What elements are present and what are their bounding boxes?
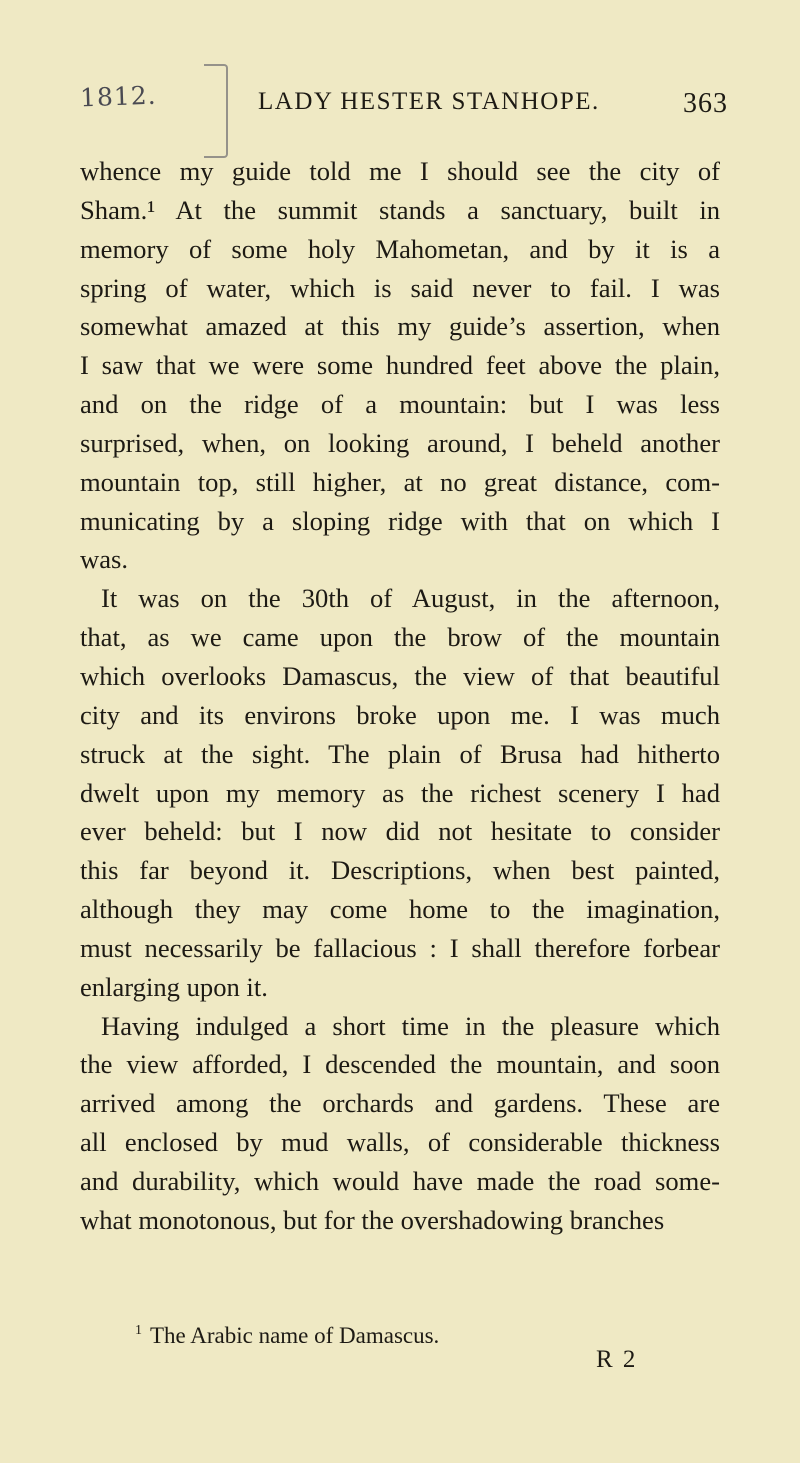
body-line: municating by a sloping ridge with that on which I	[80, 505, 720, 536]
page-number: 363	[683, 88, 728, 119]
handwritten-catalog-mark: 1812.	[79, 80, 158, 113]
body-line: which overlooks Damascus, the view of that beautiful	[80, 660, 720, 691]
body-text	[80, 152, 720, 1240]
body-line: city and its environs broke upon me. I was much	[80, 699, 720, 730]
body-line: although they may come home to the imagination,	[80, 894, 720, 925]
body-line: must necessarily be fallacious : I shall therefore forbear	[80, 932, 720, 963]
body-line: dwelt upon my memory as the richest scenery I had	[80, 777, 720, 808]
footnote-marker: 1	[135, 1323, 142, 1338]
body-line: whence my guide told me I should see the city of	[80, 156, 720, 186]
body-line: enlarging upon it.	[80, 971, 268, 1002]
body-line: all enclosed by mud walls, of considerable thickness	[80, 1127, 720, 1158]
footnote-text: The Arabic name of Damascus.	[150, 1323, 440, 1348]
body-line: Sham.¹ At the summit stands a sanctuary, built in	[80, 194, 720, 225]
body-line: was.	[80, 544, 129, 575]
body-line: that, as we came upon the brow of the mountain	[80, 622, 720, 653]
body-line: spring of water, which is said never to fail. I was	[80, 272, 720, 303]
signature-mark: R 2	[596, 1346, 638, 1373]
body-line: this far beyond it. Descriptions, when best painted,	[80, 855, 720, 886]
body-line: Having indulged a short time in the pleasure which	[101, 1010, 720, 1041]
body-line: the view afforded, I descended the mountain, and soon	[80, 1049, 720, 1080]
body-line: memory of some holy Mahometan, and by it is a	[80, 233, 720, 264]
body-line: arrived among the orchards and gardens. These are	[80, 1088, 720, 1119]
footnote	[135, 1316, 439, 1351]
running-head: LADY HESTER STANHOPE.	[258, 88, 600, 115]
body-line: surprised, when, on looking around, I beheld another	[80, 427, 720, 458]
pencil-bracket-mark	[204, 64, 228, 158]
body-line: I saw that we were some hundred feet above the plain,	[80, 350, 720, 381]
body-line: and durability, which would have made the road some-	[80, 1165, 720, 1196]
body-line: It was on the 30th of August, in the afternoon,	[101, 583, 720, 614]
body-line: somewhat amazed at this my guide’s assertion, when	[80, 311, 720, 342]
body-line: and on the ridge of a mountain: but I was less	[80, 389, 720, 420]
body-line: what monotonous, but for the overshadowing branches	[80, 1204, 665, 1235]
body-line: ever beheld: but I now did not hesitate to consider	[80, 816, 720, 847]
body-line: struck at the sight. The plain of Brusa had hitherto	[80, 738, 720, 769]
body-line: mountain top, still higher, at no great distance, com-	[80, 466, 720, 497]
